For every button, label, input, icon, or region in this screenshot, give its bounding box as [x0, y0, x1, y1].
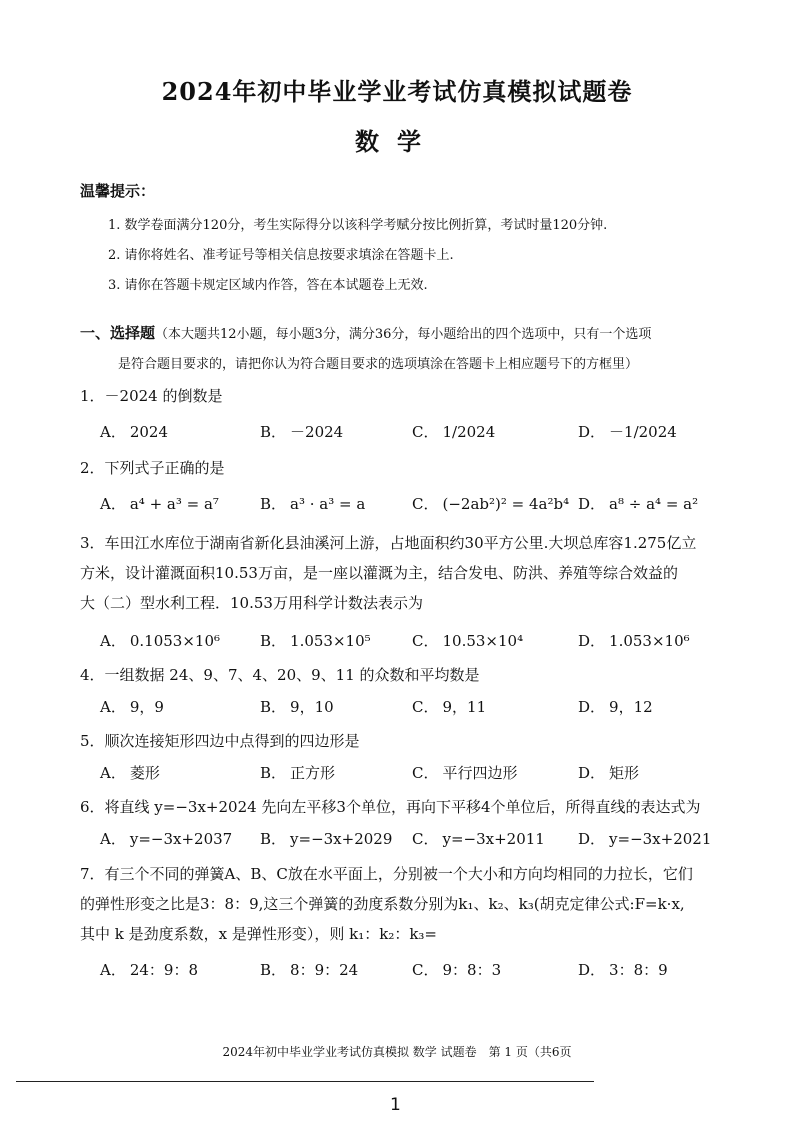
option-d: D． y=−3x+2021: [578, 830, 712, 848]
option-a: A． 24：9：8: [100, 961, 199, 979]
option-c: C． y=−3x+2011: [412, 830, 545, 848]
option-a: A． 0.1053×10⁶: [100, 632, 220, 650]
option-a: A． 9，9: [100, 698, 164, 716]
option-b: B． 正方形: [260, 764, 336, 782]
question-2-stem: 2．下列式子正确的是: [80, 459, 225, 477]
stem-line: 3．车田江水库位于湖南省新化县油溪河上游，占地面积约30平方公里.大坝总库容1.275亿立: [80, 534, 697, 552]
option-d: D． －1/2024: [578, 423, 677, 441]
option-c: C． 1/2024: [412, 423, 496, 441]
option-b: B． －2024: [260, 423, 344, 441]
option-d: D． 矩形: [578, 764, 640, 782]
option-b: B． a³ · a³ = a: [260, 495, 366, 513]
option-c: C． 平行四边形: [412, 764, 518, 782]
notice-item: 2. 请你将姓名、准考证号等相关信息按要求填涂在答题卡上.: [108, 248, 454, 263]
stem-line: 7．有三个不同的弹簧A、B、C放在水平面上，分别被一个大小和方向均相同的力拉长，它们: [80, 865, 693, 883]
notice-item: 1. 数学卷面满分120分，考生实际得分以该科学考赋分按比例折算，考试时量120分钟.: [108, 218, 608, 233]
section-heading-line: [80, 318, 720, 350]
section-instruction: （本大题共12小题，每小题3分，满分36分，每小题给出的四个选项中，只有一个选项: [155, 327, 652, 342]
question-3-options: [100, 626, 740, 656]
notice-item: 3. 请你在答题卡规定区域内作答，答在本试题卷上无效.: [108, 278, 428, 293]
page-footer: 2024年初中毕业学业考试仿真模拟 数学 试题卷 第 1 页（共6页: [222, 1045, 572, 1059]
option-c: C． 9，11: [412, 698, 487, 716]
option-b: B． 9，10: [260, 698, 334, 716]
question-6-options: [100, 824, 740, 854]
stem-line: 方米，设计灌溉面积10.53万亩，是一座以灌溉为主，结合发电、防洪、养殖等综合效益的: [80, 564, 678, 582]
question-1-stem: 1．－2024 的倒数是: [80, 387, 223, 405]
option-b: B． 1.053×10⁵: [260, 632, 371, 650]
stem-line: 的弹性形变之比是3：8：9,这三个弹簧的劲度系数分别为k₁、k₂、k₃(胡克定律公式:F=k·x,: [80, 895, 685, 913]
question-7-stem: [80, 859, 730, 949]
option-b: B． y=−3x+2029: [260, 830, 393, 848]
section-heading: 一、选择题: [80, 324, 156, 342]
notice-heading: 温馨提示：: [80, 182, 156, 200]
subject-title: 数学: [355, 127, 439, 156]
question-2-options: [100, 489, 740, 519]
question-7-options: [100, 955, 740, 985]
question-5-stem: 5．顺次连接矩形四边中点得到的四边形是: [80, 732, 360, 750]
option-d: D． 3：8：9: [578, 961, 668, 979]
question-1-options: [100, 417, 740, 447]
option-d: D． a⁸ ÷ a⁴ = a²: [578, 495, 699, 513]
option-a: A． 2024: [100, 423, 169, 441]
option-c: C． (−2ab²)² = 4a²b⁴: [412, 495, 570, 513]
question-4-options: [100, 692, 740, 722]
option-d: D． 1.053×10⁶: [578, 632, 690, 650]
option-c: C． 10.53×10⁴: [412, 632, 524, 650]
stem-line: 大（二）型水利工程．10.53万用科学计数法表示为: [80, 594, 423, 612]
option-b: B． 8：9：24: [260, 961, 359, 979]
question-3-stem: [80, 528, 730, 618]
footer-divider: [16, 1081, 594, 1082]
section-instruction-cont: 是符合题目要求的，请把你认为符合题目要求的选项填涂在答题卡上相应题号下的方框里）: [118, 357, 639, 372]
option-c: C． 9：8：3: [412, 961, 502, 979]
page-number: 1: [390, 1095, 401, 1115]
stem-line: 其中 k 是劲度系数，x 是弹性形变），则 k₁：k₂：k₃=: [80, 925, 437, 943]
section-choice: [80, 318, 720, 380]
option-a: A． a⁴ + a³ = a⁷: [100, 495, 219, 513]
option-a: A． 菱形: [100, 764, 160, 782]
option-a: A． y=−3x+2037: [100, 830, 233, 848]
question-5-options: [100, 758, 740, 788]
option-d: D． 9，12: [578, 698, 653, 716]
question-6-stem: 6．将直线 y=−3x+2024 先向左平移3个单位，再向下平移4个单位后，所得直线的表达式为: [80, 798, 701, 816]
exam-title: 2024年初中毕业学业考试仿真模拟试题卷: [161, 77, 633, 106]
question-4-stem: 4．一组数据 24、9、7、4、20、9、11 的众数和平均数是: [80, 666, 480, 684]
